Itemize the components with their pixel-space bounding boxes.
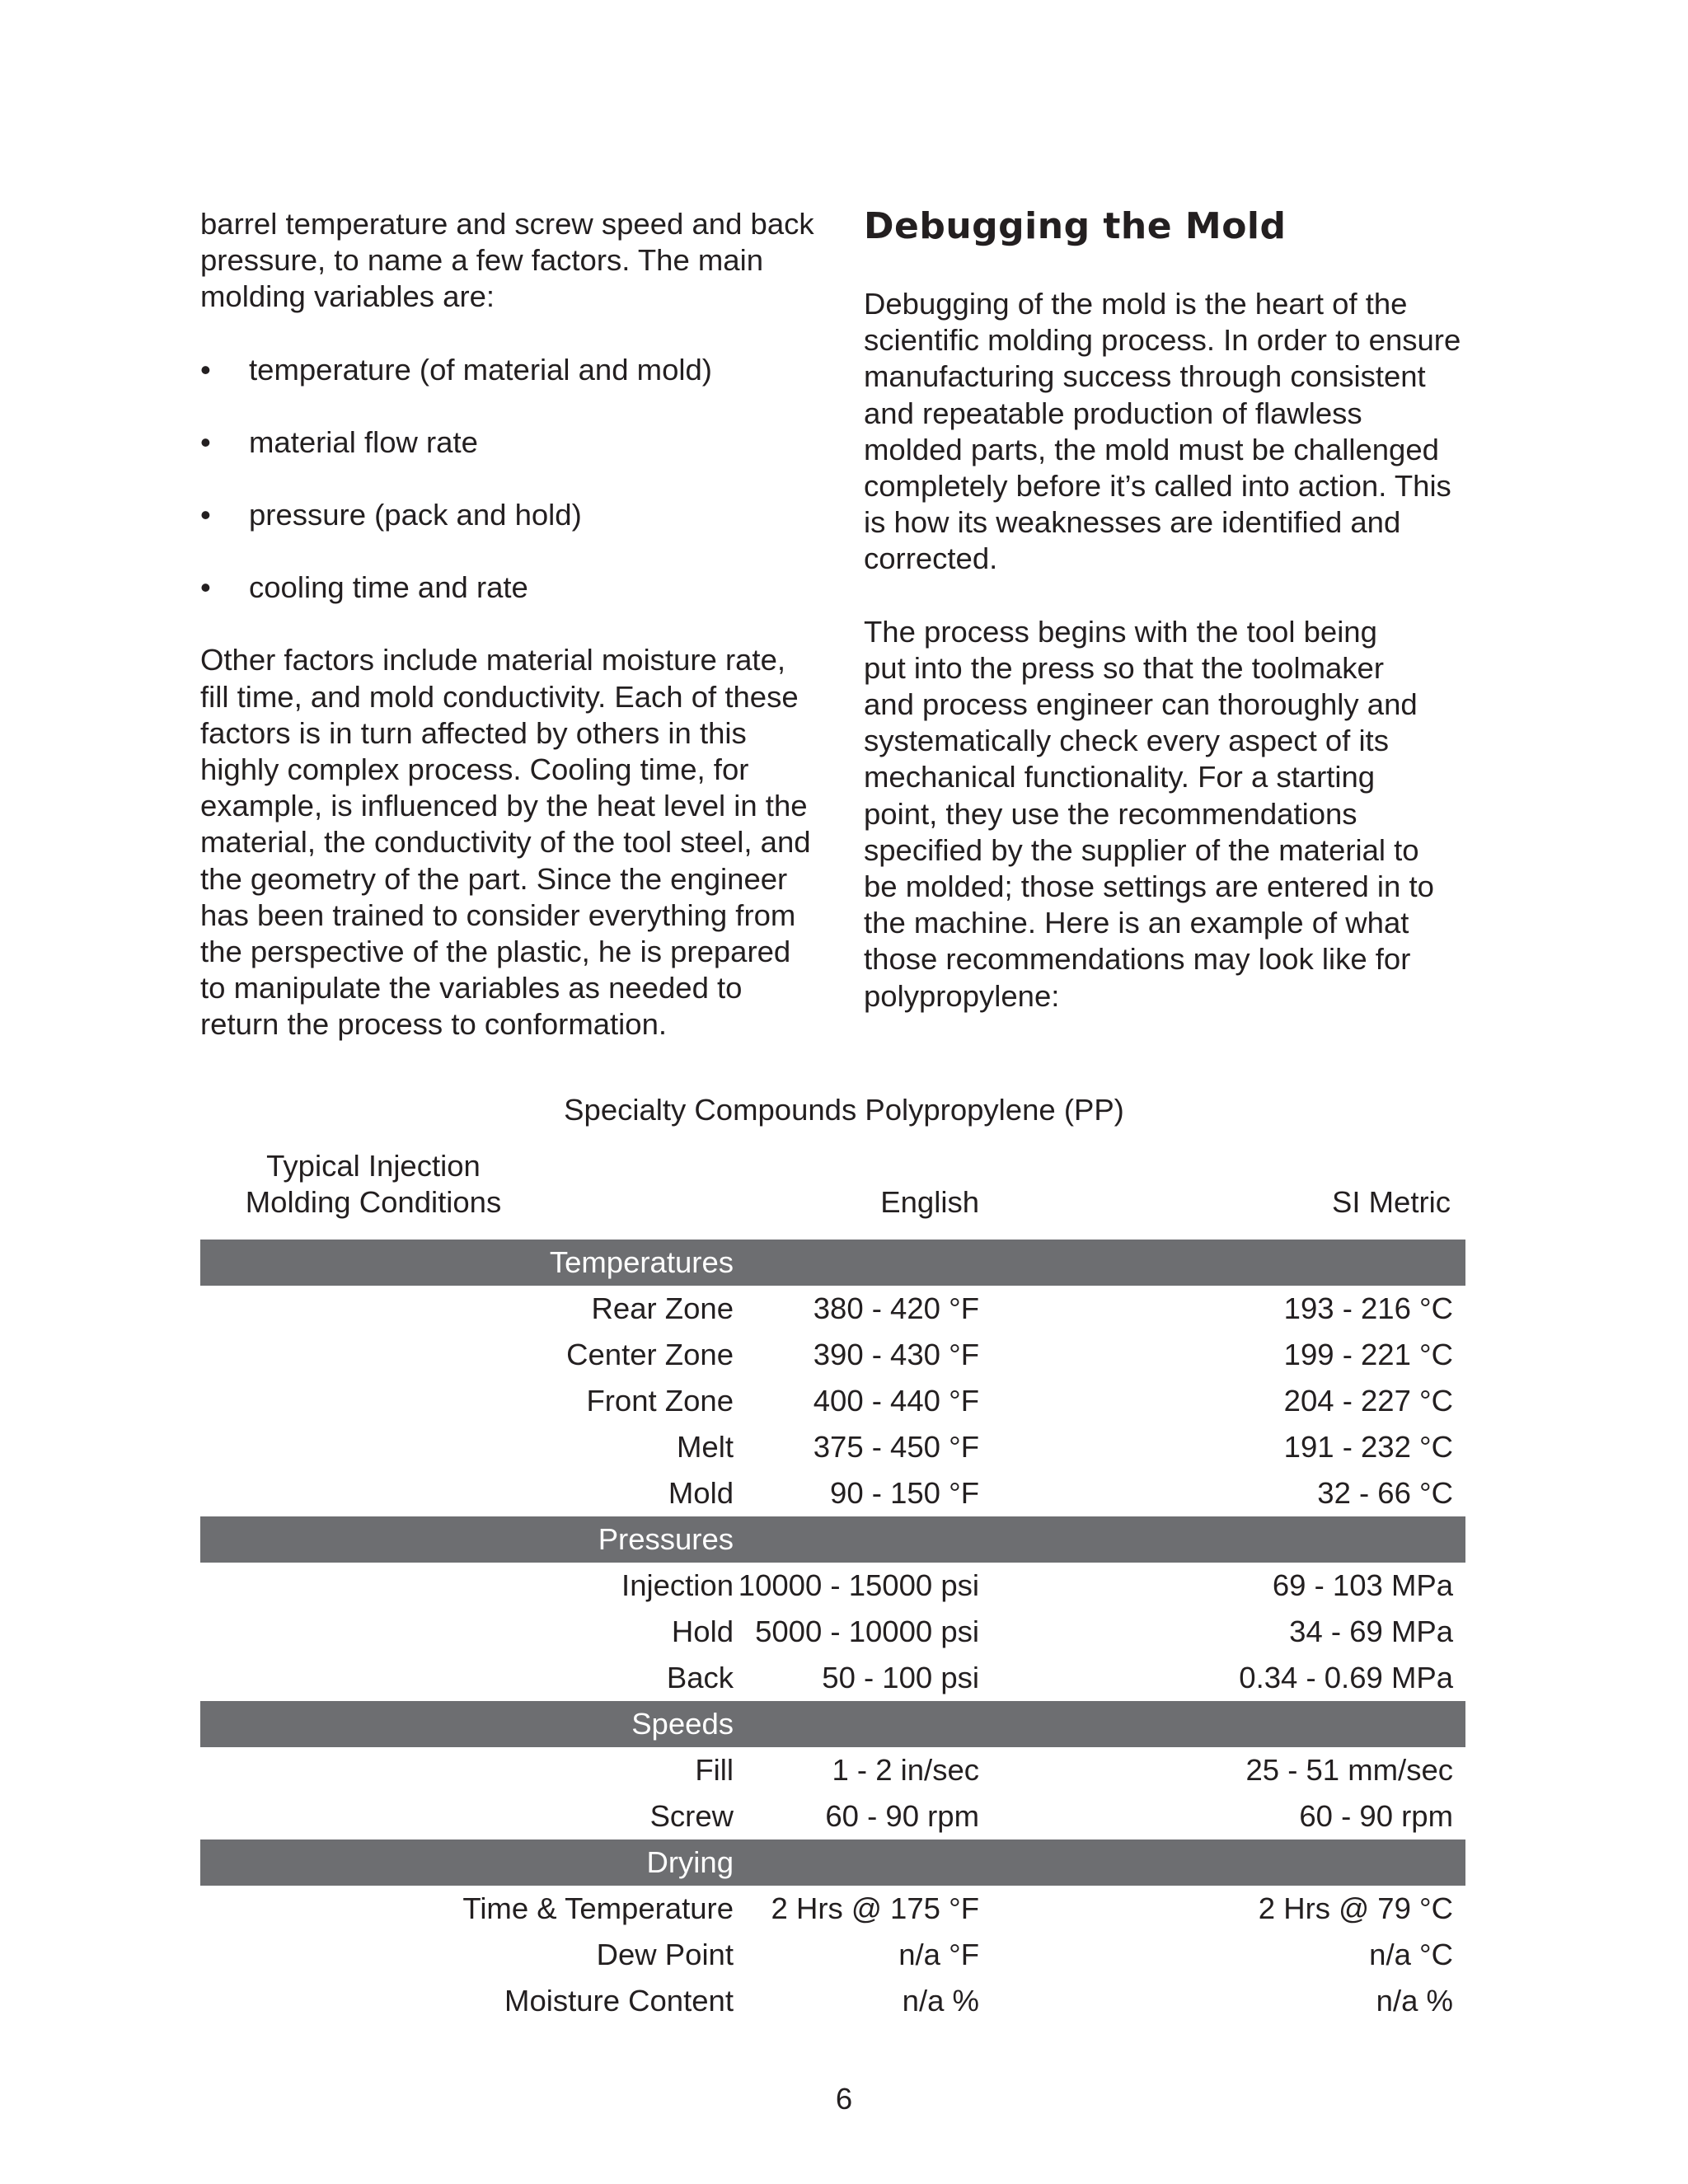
english-value: 10000 - 15000 psi xyxy=(738,1568,979,1602)
intro-paragraph xyxy=(200,206,835,316)
row-label: Time & Temperature xyxy=(462,1891,734,1925)
row-label: Injection xyxy=(621,1568,734,1602)
paragraph-line: highly complex process. Cooling time, for xyxy=(200,752,749,787)
paragraph-line: systematically check every aspect of its xyxy=(864,724,1389,758)
section-label: Pressures xyxy=(598,1522,734,1556)
paragraph-line: mechanical functionality. For a starting xyxy=(864,760,1376,794)
table-row xyxy=(200,1655,1465,1701)
row-label: Hold xyxy=(671,1615,734,1648)
si-value: 204 - 227 °C xyxy=(1283,1384,1453,1418)
paragraph-line: specified by the supplier of the material to xyxy=(864,832,1419,867)
paragraph-line: is how its weaknesses are identified and xyxy=(864,505,1401,540)
english-value: 375 - 450 °F xyxy=(813,1430,979,1464)
list-item-text: material flow rate xyxy=(249,424,478,459)
si-value: n/a °C xyxy=(1369,1938,1453,1971)
si-value: 191 - 232 °C xyxy=(1283,1430,1453,1464)
table-row xyxy=(200,1378,1465,1424)
list-item xyxy=(200,569,835,606)
paragraph-line: the geometry of the part. Since the engineer xyxy=(200,861,788,896)
bullet-icon: • xyxy=(200,570,211,605)
table-row xyxy=(200,1978,1465,2024)
row-label: Melt xyxy=(677,1430,734,1464)
conditions-table xyxy=(200,1240,1465,2024)
paragraph-line: material, the conductivity of the tool steel, and xyxy=(200,825,811,860)
section-band-drying xyxy=(200,1840,1465,1886)
paragraph-line: the perspective of the plastic, he is prepared xyxy=(200,935,791,969)
table-row xyxy=(200,1609,1465,1655)
english-value: 380 - 420 °F xyxy=(813,1291,979,1325)
english-value: 60 - 90 rpm xyxy=(825,1799,979,1833)
right-column xyxy=(864,206,1498,1015)
row-label: Center Zone xyxy=(566,1338,734,1371)
si-value: 60 - 90 rpm xyxy=(1299,1799,1453,1833)
paragraph-line: manufacturing success through consistent xyxy=(864,359,1426,394)
section-label: Temperatures xyxy=(549,1245,734,1279)
row-label: Mold xyxy=(668,1476,734,1510)
bullet-icon: • xyxy=(200,498,211,532)
table-row xyxy=(200,1563,1465,1609)
factors-paragraph xyxy=(200,642,835,1043)
table-row xyxy=(200,1747,1465,1793)
paragraph-line: point, they use the recommendations xyxy=(864,796,1357,831)
paragraph-line: corrected. xyxy=(864,541,998,576)
paragraph-line: example, is influenced by the heat level in the xyxy=(200,789,808,823)
table-row xyxy=(200,1470,1465,1516)
row-label: Rear Zone xyxy=(591,1291,734,1325)
row-label: Fill xyxy=(695,1753,734,1787)
paragraph-line: Debugging of the mold is the heart of the xyxy=(864,287,1408,321)
english-value: 1 - 2 in/sec xyxy=(832,1753,979,1787)
section-band-speeds xyxy=(200,1701,1465,1747)
si-value: 0.34 - 0.69 MPa xyxy=(1239,1661,1453,1694)
header-line: Molding Conditions xyxy=(245,1185,502,1219)
paragraph-line: scientific molding process. In order to ensure xyxy=(864,323,1461,358)
table-row xyxy=(200,1286,1465,1332)
english-value: 5000 - 10000 psi xyxy=(755,1615,979,1648)
paragraph-line: and repeatable production of flawless xyxy=(864,396,1362,430)
table-row xyxy=(200,1424,1465,1470)
row-label: Front Zone xyxy=(586,1384,734,1418)
section-band-temperatures xyxy=(200,1240,1465,1286)
intro-line: pressure, to name a few factors. The main xyxy=(200,243,764,278)
label-column-header xyxy=(200,1148,546,1221)
si-value: 199 - 221 °C xyxy=(1283,1338,1453,1371)
paragraph-line: polypropylene: xyxy=(864,978,1060,1013)
debugging-paragraph xyxy=(864,286,1498,578)
list-item xyxy=(200,352,835,388)
si-value: 2 Hrs @ 79 °C xyxy=(1258,1891,1453,1925)
paragraph-line: completely before it’s called into action. This xyxy=(864,469,1451,504)
intro-line: barrel temperature and screw speed and back xyxy=(200,207,814,241)
page-number: 6 xyxy=(835,2082,853,2116)
paragraph-line: fill time, and mold conductivity. Each of these xyxy=(200,679,799,714)
si-value: 34 - 69 MPa xyxy=(1289,1615,1453,1648)
list-item xyxy=(200,424,835,461)
paragraph-line: to manipulate the variables as needed to xyxy=(200,971,743,1005)
bullet-icon: • xyxy=(200,352,211,387)
left-column xyxy=(200,206,835,1043)
paragraph-line: and process engineer can thoroughly and xyxy=(864,687,1418,722)
english-value: 400 - 440 °F xyxy=(813,1384,979,1418)
bullet-icon: • xyxy=(200,424,211,459)
english-value: 50 - 100 psi xyxy=(822,1661,979,1694)
paragraph-line: The process begins with the tool being xyxy=(864,614,1377,649)
si-value: 69 - 103 MPa xyxy=(1272,1568,1453,1602)
paragraph-line: the machine. Here is an example of what xyxy=(864,906,1409,940)
paragraph-line: those recommendations may look like for xyxy=(864,942,1411,977)
header-line: Typical Injection xyxy=(266,1149,481,1183)
list-item-text: temperature (of material and mold) xyxy=(249,352,712,387)
si-value: 193 - 216 °C xyxy=(1283,1291,1453,1325)
paragraph-line: put into the press so that the toolmaker xyxy=(864,650,1384,685)
paragraph-line: be molded; those settings are entered in to xyxy=(864,869,1434,904)
table-row xyxy=(200,1332,1465,1378)
section-band-pressures xyxy=(200,1516,1465,1563)
paragraph-line: return the process to conformation. xyxy=(200,1007,668,1042)
si-value: 25 - 51 mm/sec xyxy=(1245,1753,1453,1787)
english-column-header: English xyxy=(880,1185,979,1219)
table-row xyxy=(200,1932,1465,1978)
row-label: Dew Point xyxy=(596,1938,734,1971)
process-paragraph xyxy=(864,614,1498,1015)
list-item-text: cooling time and rate xyxy=(249,570,528,605)
english-value: n/a °F xyxy=(898,1938,979,1971)
english-value: 2 Hrs @ 175 °F xyxy=(771,1891,979,1925)
section-label: Speeds xyxy=(631,1707,734,1741)
paragraph-line: has been trained to consider everything from xyxy=(200,898,796,932)
si-column-header: SI Metric xyxy=(1332,1185,1451,1219)
list-item xyxy=(200,497,835,533)
paragraph-line: molded parts, the mold must be challenged xyxy=(864,432,1439,466)
si-value: 32 - 66 °C xyxy=(1317,1476,1453,1510)
paragraph-line: factors is in turn affected by others in this xyxy=(200,715,747,750)
english-value: n/a % xyxy=(902,1984,979,2018)
table-row xyxy=(200,1886,1465,1932)
row-label: Screw xyxy=(649,1799,734,1833)
english-value: 390 - 430 °F xyxy=(813,1338,979,1371)
list-item-text: pressure (pack and hold) xyxy=(249,498,582,532)
molding-variables-list xyxy=(200,352,835,607)
intro-line: molding variables are: xyxy=(200,279,495,314)
english-value: 90 - 150 °F xyxy=(830,1476,979,1510)
si-value: n/a % xyxy=(1376,1984,1453,2018)
section-heading: Debugging the Mold xyxy=(864,205,1287,247)
table-row xyxy=(200,1793,1465,1840)
section-label: Drying xyxy=(646,1845,734,1879)
row-label: Back xyxy=(666,1661,734,1694)
paragraph-line: Other factors include material moisture rate, xyxy=(200,643,786,677)
table-title: Specialty Compounds Polypropylene (PP) xyxy=(564,1093,1124,1127)
row-label: Moisture Content xyxy=(504,1984,734,2018)
